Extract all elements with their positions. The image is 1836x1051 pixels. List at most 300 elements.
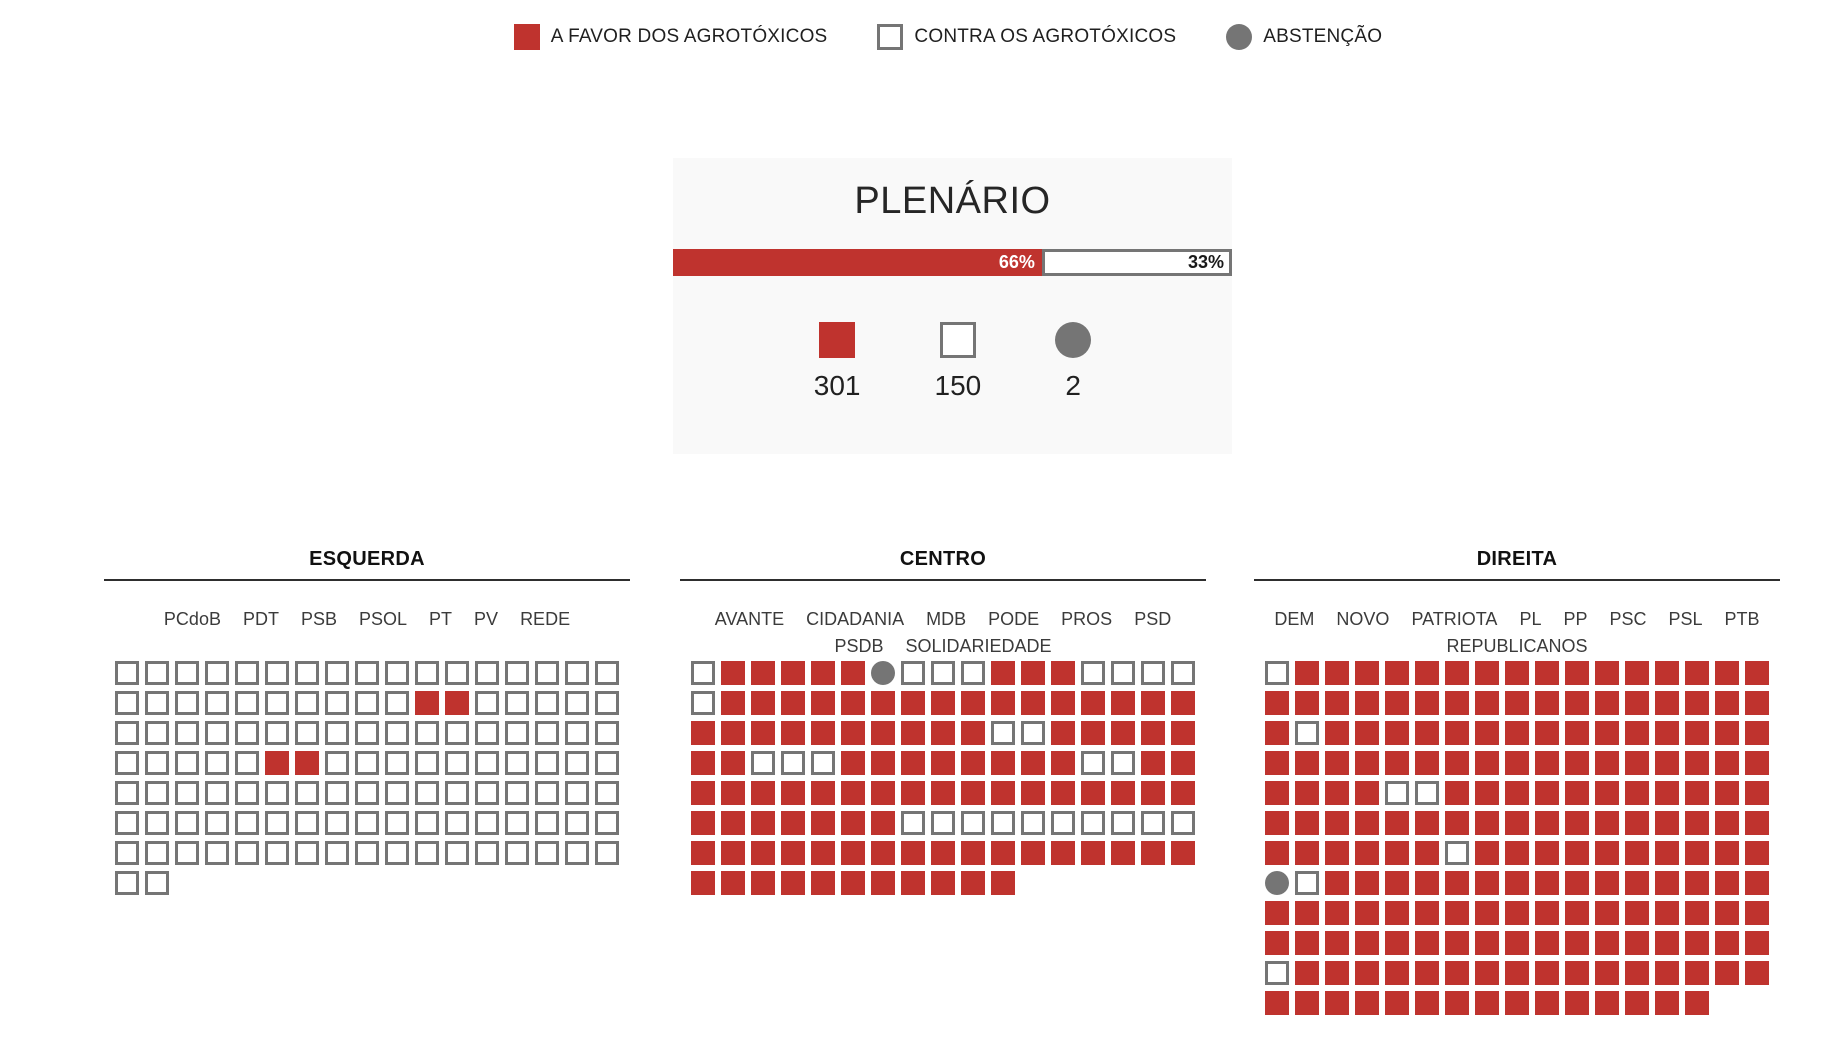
party-label: PSC bbox=[1609, 609, 1647, 629]
seat-contra bbox=[595, 691, 619, 715]
seat-favor bbox=[811, 871, 835, 895]
bar-contra-segment bbox=[1042, 249, 1232, 276]
seat-favor bbox=[1171, 781, 1195, 805]
seat-favor bbox=[445, 691, 469, 715]
seat-favor bbox=[1685, 871, 1709, 895]
seat-favor bbox=[1445, 991, 1469, 1015]
seat-favor bbox=[991, 781, 1015, 805]
seat-favor bbox=[751, 811, 775, 835]
seat-favor bbox=[1355, 811, 1379, 835]
favor-square-icon bbox=[514, 24, 540, 50]
seat-grid bbox=[1265, 661, 1769, 1015]
seat-favor bbox=[1565, 811, 1589, 835]
seat-contra bbox=[565, 781, 589, 805]
seat-contra bbox=[931, 811, 955, 835]
seat-favor bbox=[1595, 661, 1619, 685]
party-lines bbox=[115, 607, 619, 661]
seat-row bbox=[1265, 961, 1769, 985]
seat-grid bbox=[115, 661, 619, 895]
seat-favor bbox=[691, 871, 715, 895]
seat-contra bbox=[385, 841, 409, 865]
seat-row bbox=[691, 751, 1195, 775]
seat-row bbox=[691, 841, 1195, 865]
seat-favor bbox=[1295, 691, 1319, 715]
seat-contra bbox=[1265, 661, 1289, 685]
seat-favor bbox=[901, 871, 925, 895]
seat-favor bbox=[1141, 721, 1165, 745]
seat-favor bbox=[1715, 691, 1739, 715]
seat-favor bbox=[811, 721, 835, 745]
seat-favor bbox=[1745, 751, 1769, 775]
seat-favor bbox=[1715, 751, 1739, 775]
seat-favor bbox=[1715, 901, 1739, 925]
seat-contra bbox=[355, 661, 379, 685]
seat-favor bbox=[1685, 781, 1709, 805]
seat-row bbox=[691, 691, 1195, 715]
seat-contra bbox=[505, 841, 529, 865]
seat-favor bbox=[1355, 931, 1379, 955]
seat-contra bbox=[595, 811, 619, 835]
seat-favor bbox=[1265, 991, 1289, 1015]
seat-contra bbox=[1445, 841, 1469, 865]
seat-favor bbox=[1051, 751, 1075, 775]
section-title-centro: CENTRO bbox=[680, 548, 1206, 581]
seat-favor bbox=[1445, 721, 1469, 745]
seat-favor bbox=[1715, 721, 1739, 745]
seat-favor bbox=[1385, 991, 1409, 1015]
seat-favor bbox=[781, 841, 805, 865]
seat-favor bbox=[931, 721, 955, 745]
seat-contra bbox=[1111, 751, 1135, 775]
seat-contra bbox=[145, 721, 169, 745]
seat-contra bbox=[325, 841, 349, 865]
seat-favor bbox=[1355, 721, 1379, 745]
seat-favor bbox=[1655, 871, 1679, 895]
seat-contra bbox=[385, 751, 409, 775]
seat-row bbox=[1265, 691, 1769, 715]
seat-favor bbox=[781, 721, 805, 745]
seat-favor bbox=[721, 781, 745, 805]
seat-row bbox=[691, 781, 1195, 805]
seat-favor bbox=[1685, 661, 1709, 685]
legend-item-abstencao bbox=[1226, 24, 1382, 50]
seat-favor bbox=[721, 661, 745, 685]
seat-favor bbox=[691, 781, 715, 805]
seat-contra bbox=[475, 721, 499, 745]
seat-contra bbox=[901, 661, 925, 685]
count-favor bbox=[814, 322, 861, 401]
seat-contra bbox=[325, 751, 349, 775]
seat-favor bbox=[1081, 721, 1105, 745]
seat-favor bbox=[1445, 901, 1469, 925]
seat-contra bbox=[145, 871, 169, 895]
seat-favor bbox=[901, 781, 925, 805]
seat-favor bbox=[841, 811, 865, 835]
seat-favor bbox=[1325, 961, 1349, 985]
seat-contra bbox=[445, 781, 469, 805]
party-label: CIDADANIA bbox=[806, 609, 905, 629]
seat-favor bbox=[1505, 901, 1529, 925]
seat-favor bbox=[721, 871, 745, 895]
seat-favor bbox=[1565, 961, 1589, 985]
seat-favor bbox=[721, 751, 745, 775]
vote-counts bbox=[673, 322, 1232, 401]
seat-favor bbox=[781, 811, 805, 835]
seat-favor bbox=[781, 691, 805, 715]
seat-favor bbox=[1655, 931, 1679, 955]
seat-favor bbox=[1625, 691, 1649, 715]
abstencao-count-value: 2 bbox=[1065, 370, 1081, 401]
seat-favor bbox=[1745, 931, 1769, 955]
seat-favor bbox=[1625, 901, 1649, 925]
seat-favor bbox=[1141, 691, 1165, 715]
seat-favor bbox=[1565, 751, 1589, 775]
section-direita bbox=[1265, 548, 1769, 1015]
seat-favor bbox=[871, 691, 895, 715]
seat-favor bbox=[961, 781, 985, 805]
seat-favor bbox=[1295, 991, 1319, 1015]
seat-contra bbox=[175, 691, 199, 715]
seat-favor bbox=[1325, 661, 1349, 685]
seat-favor bbox=[1685, 721, 1709, 745]
seat-contra bbox=[1021, 721, 1045, 745]
seat-contra bbox=[175, 721, 199, 745]
seat-favor bbox=[721, 721, 745, 745]
seat-favor bbox=[1625, 961, 1649, 985]
seat-favor bbox=[1111, 691, 1135, 715]
seat-contra bbox=[355, 781, 379, 805]
seat-contra bbox=[445, 841, 469, 865]
seat-contra bbox=[445, 661, 469, 685]
seat-contra bbox=[691, 691, 715, 715]
seat-contra bbox=[505, 811, 529, 835]
seat-contra bbox=[235, 811, 259, 835]
seat-favor bbox=[901, 721, 925, 745]
seat-contra bbox=[295, 781, 319, 805]
seat-favor bbox=[1685, 961, 1709, 985]
seat-favor bbox=[1445, 871, 1469, 895]
seat-favor bbox=[1325, 781, 1349, 805]
seat-favor bbox=[901, 751, 925, 775]
seat-favor bbox=[1655, 781, 1679, 805]
seat-favor bbox=[1171, 721, 1195, 745]
seat-favor bbox=[1171, 751, 1195, 775]
seat-favor bbox=[1021, 781, 1045, 805]
plenario-panel bbox=[673, 158, 1232, 454]
seat-favor bbox=[1685, 811, 1709, 835]
seat-favor bbox=[1655, 961, 1679, 985]
seat-contra bbox=[1111, 811, 1135, 835]
seat-contra bbox=[295, 721, 319, 745]
seat-contra bbox=[115, 691, 139, 715]
seat-favor bbox=[1595, 841, 1619, 865]
party-label: DEM bbox=[1274, 609, 1315, 629]
seat-contra bbox=[415, 751, 439, 775]
seat-favor bbox=[1415, 811, 1439, 835]
seat-favor bbox=[991, 661, 1015, 685]
seat-favor bbox=[1141, 841, 1165, 865]
seat-favor bbox=[1715, 871, 1739, 895]
chart-legend bbox=[0, 24, 1836, 50]
seat-favor bbox=[1625, 841, 1649, 865]
seat-contra bbox=[475, 811, 499, 835]
seat-favor bbox=[1685, 691, 1709, 715]
seat-favor bbox=[1595, 751, 1619, 775]
seat-favor bbox=[1355, 991, 1379, 1015]
seat-favor bbox=[841, 841, 865, 865]
seat-favor bbox=[1385, 661, 1409, 685]
seat-contra bbox=[415, 781, 439, 805]
seat-favor bbox=[1655, 901, 1679, 925]
seat-contra bbox=[445, 751, 469, 775]
seat-favor bbox=[1595, 991, 1619, 1015]
seat-row bbox=[115, 721, 619, 745]
seat-favor bbox=[1445, 661, 1469, 685]
seat-favor bbox=[1535, 841, 1559, 865]
seat-favor bbox=[1295, 961, 1319, 985]
seat-favor bbox=[1475, 931, 1499, 955]
seat-contra bbox=[145, 841, 169, 865]
seat-favor bbox=[751, 841, 775, 865]
seat-favor bbox=[1385, 691, 1409, 715]
party-label: PATRIOTA bbox=[1411, 609, 1498, 629]
section-centro bbox=[691, 548, 1195, 895]
seat-favor bbox=[1715, 841, 1739, 865]
seat-row bbox=[1265, 871, 1769, 895]
legend-item-contra bbox=[877, 24, 1176, 50]
seat-contra bbox=[235, 841, 259, 865]
seat-favor bbox=[1685, 841, 1709, 865]
seat-favor bbox=[1595, 721, 1619, 745]
seat-contra bbox=[205, 721, 229, 745]
seat-contra bbox=[115, 751, 139, 775]
seat-favor bbox=[1475, 961, 1499, 985]
seat-favor bbox=[1625, 781, 1649, 805]
seat-contra bbox=[145, 811, 169, 835]
seat-favor bbox=[1505, 871, 1529, 895]
seat-contra bbox=[595, 751, 619, 775]
seat-favor bbox=[1565, 721, 1589, 745]
seat-contra bbox=[475, 781, 499, 805]
seat-favor bbox=[1415, 991, 1439, 1015]
seat-row bbox=[691, 871, 1195, 895]
seat-favor bbox=[1475, 691, 1499, 715]
seat-favor bbox=[1655, 661, 1679, 685]
seat-favor bbox=[1265, 841, 1289, 865]
seat-row bbox=[115, 781, 619, 805]
plenario-title: PLENÁRIO bbox=[854, 180, 1051, 222]
party-label: PSDB bbox=[834, 636, 884, 656]
seat-abstencao bbox=[871, 661, 895, 685]
seat-contra bbox=[535, 721, 559, 745]
seat-favor bbox=[1535, 781, 1559, 805]
seat-contra bbox=[145, 691, 169, 715]
seat-favor bbox=[931, 691, 955, 715]
abstention-circle-icon bbox=[1055, 322, 1091, 358]
seat-contra bbox=[205, 841, 229, 865]
seat-favor bbox=[1325, 751, 1349, 775]
seat-contra bbox=[475, 661, 499, 685]
seat-favor bbox=[1475, 871, 1499, 895]
seat-contra bbox=[145, 661, 169, 685]
party-label: PSD bbox=[1134, 609, 1172, 629]
seat-favor bbox=[1415, 871, 1439, 895]
seat-favor bbox=[1295, 751, 1319, 775]
seat-favor bbox=[1595, 901, 1619, 925]
seat-favor bbox=[1535, 661, 1559, 685]
seat-favor bbox=[871, 721, 895, 745]
seat-row bbox=[115, 691, 619, 715]
seat-contra bbox=[235, 661, 259, 685]
seat-favor bbox=[721, 811, 745, 835]
seat-contra bbox=[1081, 751, 1105, 775]
seat-favor bbox=[991, 751, 1015, 775]
seat-contra bbox=[325, 781, 349, 805]
seat-contra bbox=[535, 781, 559, 805]
seat-favor bbox=[1505, 691, 1529, 715]
seat-favor bbox=[751, 691, 775, 715]
seat-favor bbox=[1475, 841, 1499, 865]
seat-favor bbox=[1415, 931, 1439, 955]
seat-favor bbox=[811, 841, 835, 865]
seat-favor bbox=[1081, 841, 1105, 865]
seat-contra bbox=[1295, 721, 1319, 745]
seat-contra bbox=[265, 841, 289, 865]
section-title-direita: DIREITA bbox=[1254, 548, 1780, 581]
seat-favor bbox=[1625, 751, 1649, 775]
seat-favor bbox=[1655, 811, 1679, 835]
count-abstencao bbox=[1055, 322, 1091, 401]
seat-favor bbox=[751, 721, 775, 745]
seat-contra bbox=[595, 841, 619, 865]
seat-favor bbox=[871, 841, 895, 865]
seat-favor bbox=[1111, 781, 1135, 805]
seat-contra bbox=[445, 811, 469, 835]
seat-favor bbox=[961, 751, 985, 775]
seat-favor bbox=[1505, 931, 1529, 955]
seat-contra bbox=[415, 721, 439, 745]
seat-contra bbox=[1111, 661, 1135, 685]
seat-favor bbox=[1445, 751, 1469, 775]
seat-contra bbox=[1141, 661, 1165, 685]
party-label: PSL bbox=[1668, 609, 1703, 629]
seat-favor bbox=[721, 691, 745, 715]
seat-contra bbox=[961, 661, 985, 685]
bar-contra-percent: 33% bbox=[1187, 252, 1224, 272]
section-title-esquerda: ESQUERDA bbox=[104, 548, 630, 581]
seat-favor bbox=[415, 691, 439, 715]
seat-contra bbox=[1051, 811, 1075, 835]
seat-favor bbox=[991, 841, 1015, 865]
seat-contra bbox=[565, 841, 589, 865]
party-label: PL bbox=[1519, 609, 1542, 629]
seat-contra bbox=[1385, 781, 1409, 805]
seat-favor bbox=[1171, 691, 1195, 715]
seat-favor bbox=[721, 841, 745, 865]
seat-contra bbox=[751, 751, 775, 775]
seat-favor bbox=[1051, 781, 1075, 805]
seat-favor bbox=[1415, 841, 1439, 865]
seat-favor bbox=[1745, 871, 1769, 895]
seat-contra bbox=[565, 811, 589, 835]
seat-favor bbox=[1355, 781, 1379, 805]
seat-favor bbox=[931, 781, 955, 805]
seat-row bbox=[1265, 901, 1769, 925]
seat-favor bbox=[1715, 961, 1739, 985]
seat-favor bbox=[931, 871, 955, 895]
seat-contra bbox=[385, 661, 409, 685]
seat-contra bbox=[595, 661, 619, 685]
vote-share-bar bbox=[673, 249, 1232, 276]
seat-contra bbox=[175, 661, 199, 685]
seat-favor bbox=[265, 751, 289, 775]
seat-favor bbox=[1625, 991, 1649, 1015]
seat-favor bbox=[1385, 931, 1409, 955]
seat-favor bbox=[1475, 991, 1499, 1015]
legend-label-favor: A FAVOR DOS AGROTÓXICOS bbox=[550, 26, 828, 47]
seat-favor bbox=[1051, 661, 1075, 685]
seat-row bbox=[691, 721, 1195, 745]
seat-contra bbox=[175, 811, 199, 835]
seat-favor bbox=[1535, 691, 1559, 715]
seat-contra bbox=[145, 781, 169, 805]
seat-favor bbox=[1265, 721, 1289, 745]
seat-favor bbox=[1385, 721, 1409, 745]
party-label: PODE bbox=[988, 609, 1040, 629]
seat-favor bbox=[1655, 751, 1679, 775]
seat-favor bbox=[811, 811, 835, 835]
seat-favor bbox=[751, 781, 775, 805]
seat-row bbox=[691, 811, 1195, 835]
seat-favor bbox=[1355, 901, 1379, 925]
seat-favor bbox=[1565, 931, 1589, 955]
seat-favor bbox=[1535, 721, 1559, 745]
seat-favor bbox=[1385, 901, 1409, 925]
seat-favor bbox=[1325, 871, 1349, 895]
legend-label-contra: CONTRA OS AGROTÓXICOS bbox=[914, 26, 1177, 47]
seat-contra bbox=[1295, 871, 1319, 895]
party-label: PV bbox=[474, 609, 499, 629]
seat-contra bbox=[265, 691, 289, 715]
seat-favor bbox=[991, 691, 1015, 715]
seat-favor bbox=[1745, 691, 1769, 715]
seat-favor bbox=[1265, 691, 1289, 715]
seat-favor bbox=[1445, 811, 1469, 835]
party-label: SOLIDARIEDADE bbox=[905, 636, 1052, 656]
seat-favor bbox=[1265, 901, 1289, 925]
seat-favor bbox=[1565, 781, 1589, 805]
seat-favor bbox=[1325, 841, 1349, 865]
seat-contra bbox=[205, 691, 229, 715]
seat-contra bbox=[235, 751, 259, 775]
seat-favor bbox=[1415, 961, 1439, 985]
seat-contra bbox=[505, 781, 529, 805]
party-label: PP bbox=[1563, 609, 1588, 629]
seat-favor bbox=[871, 781, 895, 805]
seat-favor bbox=[1295, 661, 1319, 685]
seat-favor bbox=[1385, 811, 1409, 835]
seat-contra bbox=[415, 661, 439, 685]
seat-favor bbox=[1745, 811, 1769, 835]
seat-contra bbox=[781, 751, 805, 775]
seat-favor bbox=[1715, 811, 1739, 835]
seat-contra bbox=[445, 721, 469, 745]
seat-favor bbox=[871, 751, 895, 775]
seat-contra bbox=[535, 691, 559, 715]
seat-favor bbox=[1565, 991, 1589, 1015]
seat-favor bbox=[1051, 841, 1075, 865]
seat-contra bbox=[1081, 661, 1105, 685]
